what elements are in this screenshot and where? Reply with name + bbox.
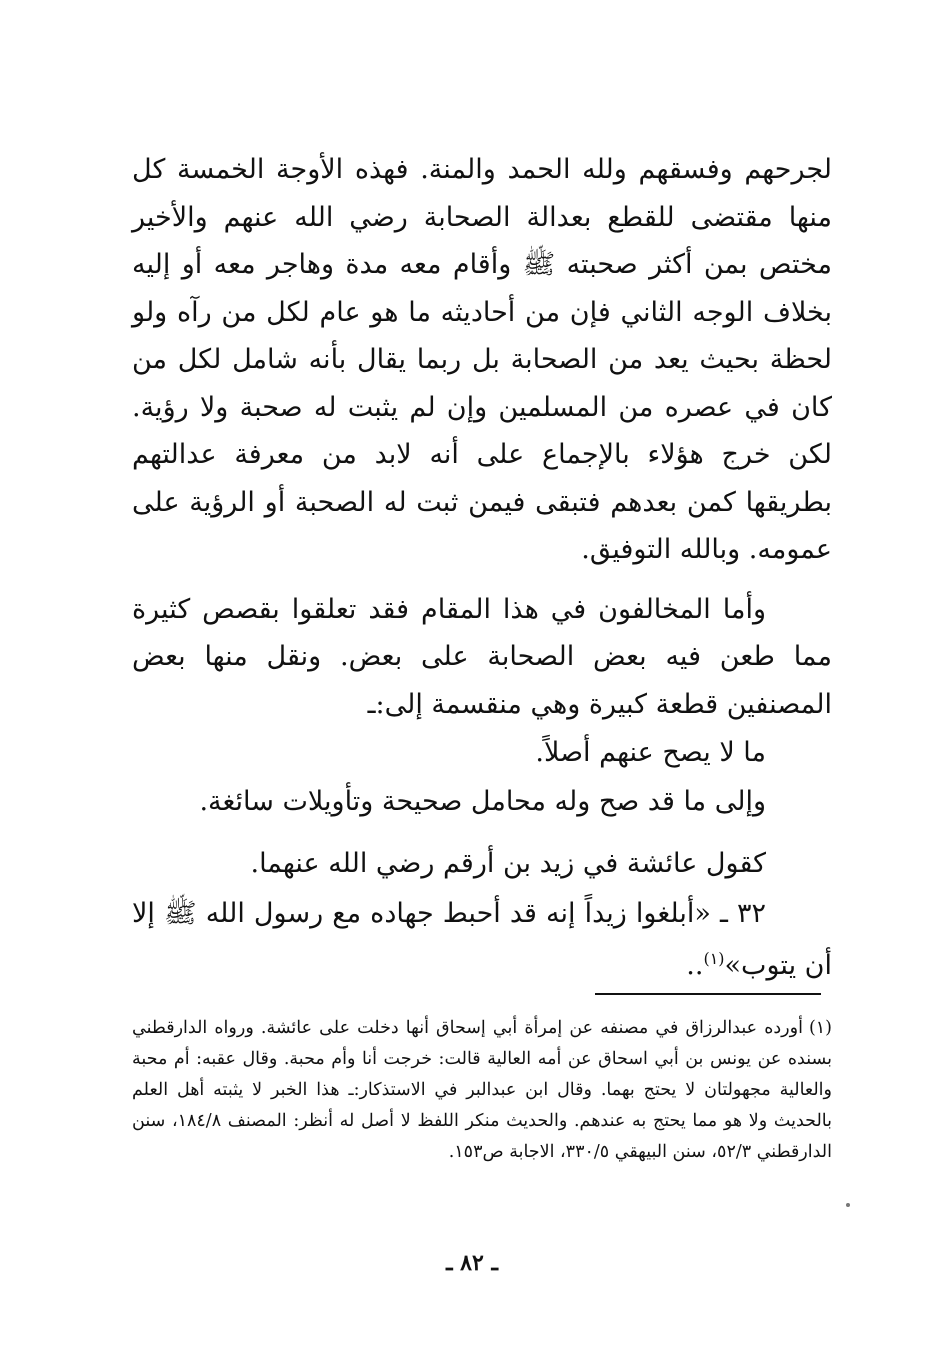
hadith-32 [132, 888, 832, 992]
page-number: ـ ٨٢ ـ [446, 1250, 498, 1276]
paragraph-1: لجرحهم وفسقهم ولله الحمد والمنة. فهذه الأوجة الخمسة كل منها مقتضى للقطع بعدالة الصحابة رضي الله عنهم والأخير مختص بمن أكثر صحبته ﷺ وأقام معه مدة وهاجر معه أو إليه بخلاف الوجه الثاني فإن من أحاديثه ما هو عام لكل من رآه ولو لحظة بحيث يعد من الصحابة بل ربما يقال بأنه شامل لكل من كان في عصره من المسلمين وإن لم يثبت له صحبة ولا رؤية. لكن خرج هؤلاء بالإجماع على أنه لابد من معرفة عدالتهم بطريقها كمن بعدهم فتبقى فيمن ثبت له الصحبة أو الرؤية على عمومه. وبالله التوفيق. [132, 154, 832, 565]
list-item-2: وإلى ما قد صح وله محامل صحيحة وتأويلات سائغة. [199, 786, 766, 817]
footnote-marker: (١) [808, 1018, 832, 1038]
scan-speck [846, 1203, 850, 1207]
paragraph-2: وأما المخالفون في هذا المقام فقد تعلقوا بقصص كثيرة مما طعن فيه بعض الصحابة على بعض. ونقل منها بعض المصنفين قطعة كبيرة وهي منقسمة إلى:ـ [132, 593, 832, 720]
footnote-separator [595, 993, 821, 995]
paragraph-3: كقول عائشة في زيد بن أرقم رضي الله عنهما. [250, 848, 766, 879]
hadith-end: .. [686, 949, 704, 981]
list-item-1: ما لا يصح عنهم أصلاً. [535, 737, 766, 768]
footnote-1 [132, 1013, 832, 1168]
main-text [132, 146, 832, 992]
footnote-reference: (١) [703, 948, 725, 968]
hadith-text: ٣٢ ـ «أبلغوا زيداً إنه قد أحبط جهاده مع رسول الله ﷺ إلا أن يتوب» [132, 897, 832, 981]
footnote-text: أورده عبدالرزاق في مصنفه عن إمرأة أبي إسحاق أنها دخلت على عائشة. ورواه الدارقطني بسنده عن يونس بن أبي اسحاق عن أمه العالية قالت: خرجت أنا وأم محبة. وقال عقبه: أم محبة والعالية مجهولتان لا يحتج بهما. وقال ابن عبدالبر في الاستذكار:ـ هذا الخبر لا يثبته أهل العلم بالحديث ولا هو مما يحتج به عندهم. والحديث منكر اللفظ لا أصل له أنظر: المصنف ١٨٤/٨، سنن الدارقطني ٥٢/٣، سنن البيهقي ٣٣٠/٥، الاجابة ص١٥٣. [132, 1018, 832, 1162]
footnotes [132, 1013, 832, 1168]
